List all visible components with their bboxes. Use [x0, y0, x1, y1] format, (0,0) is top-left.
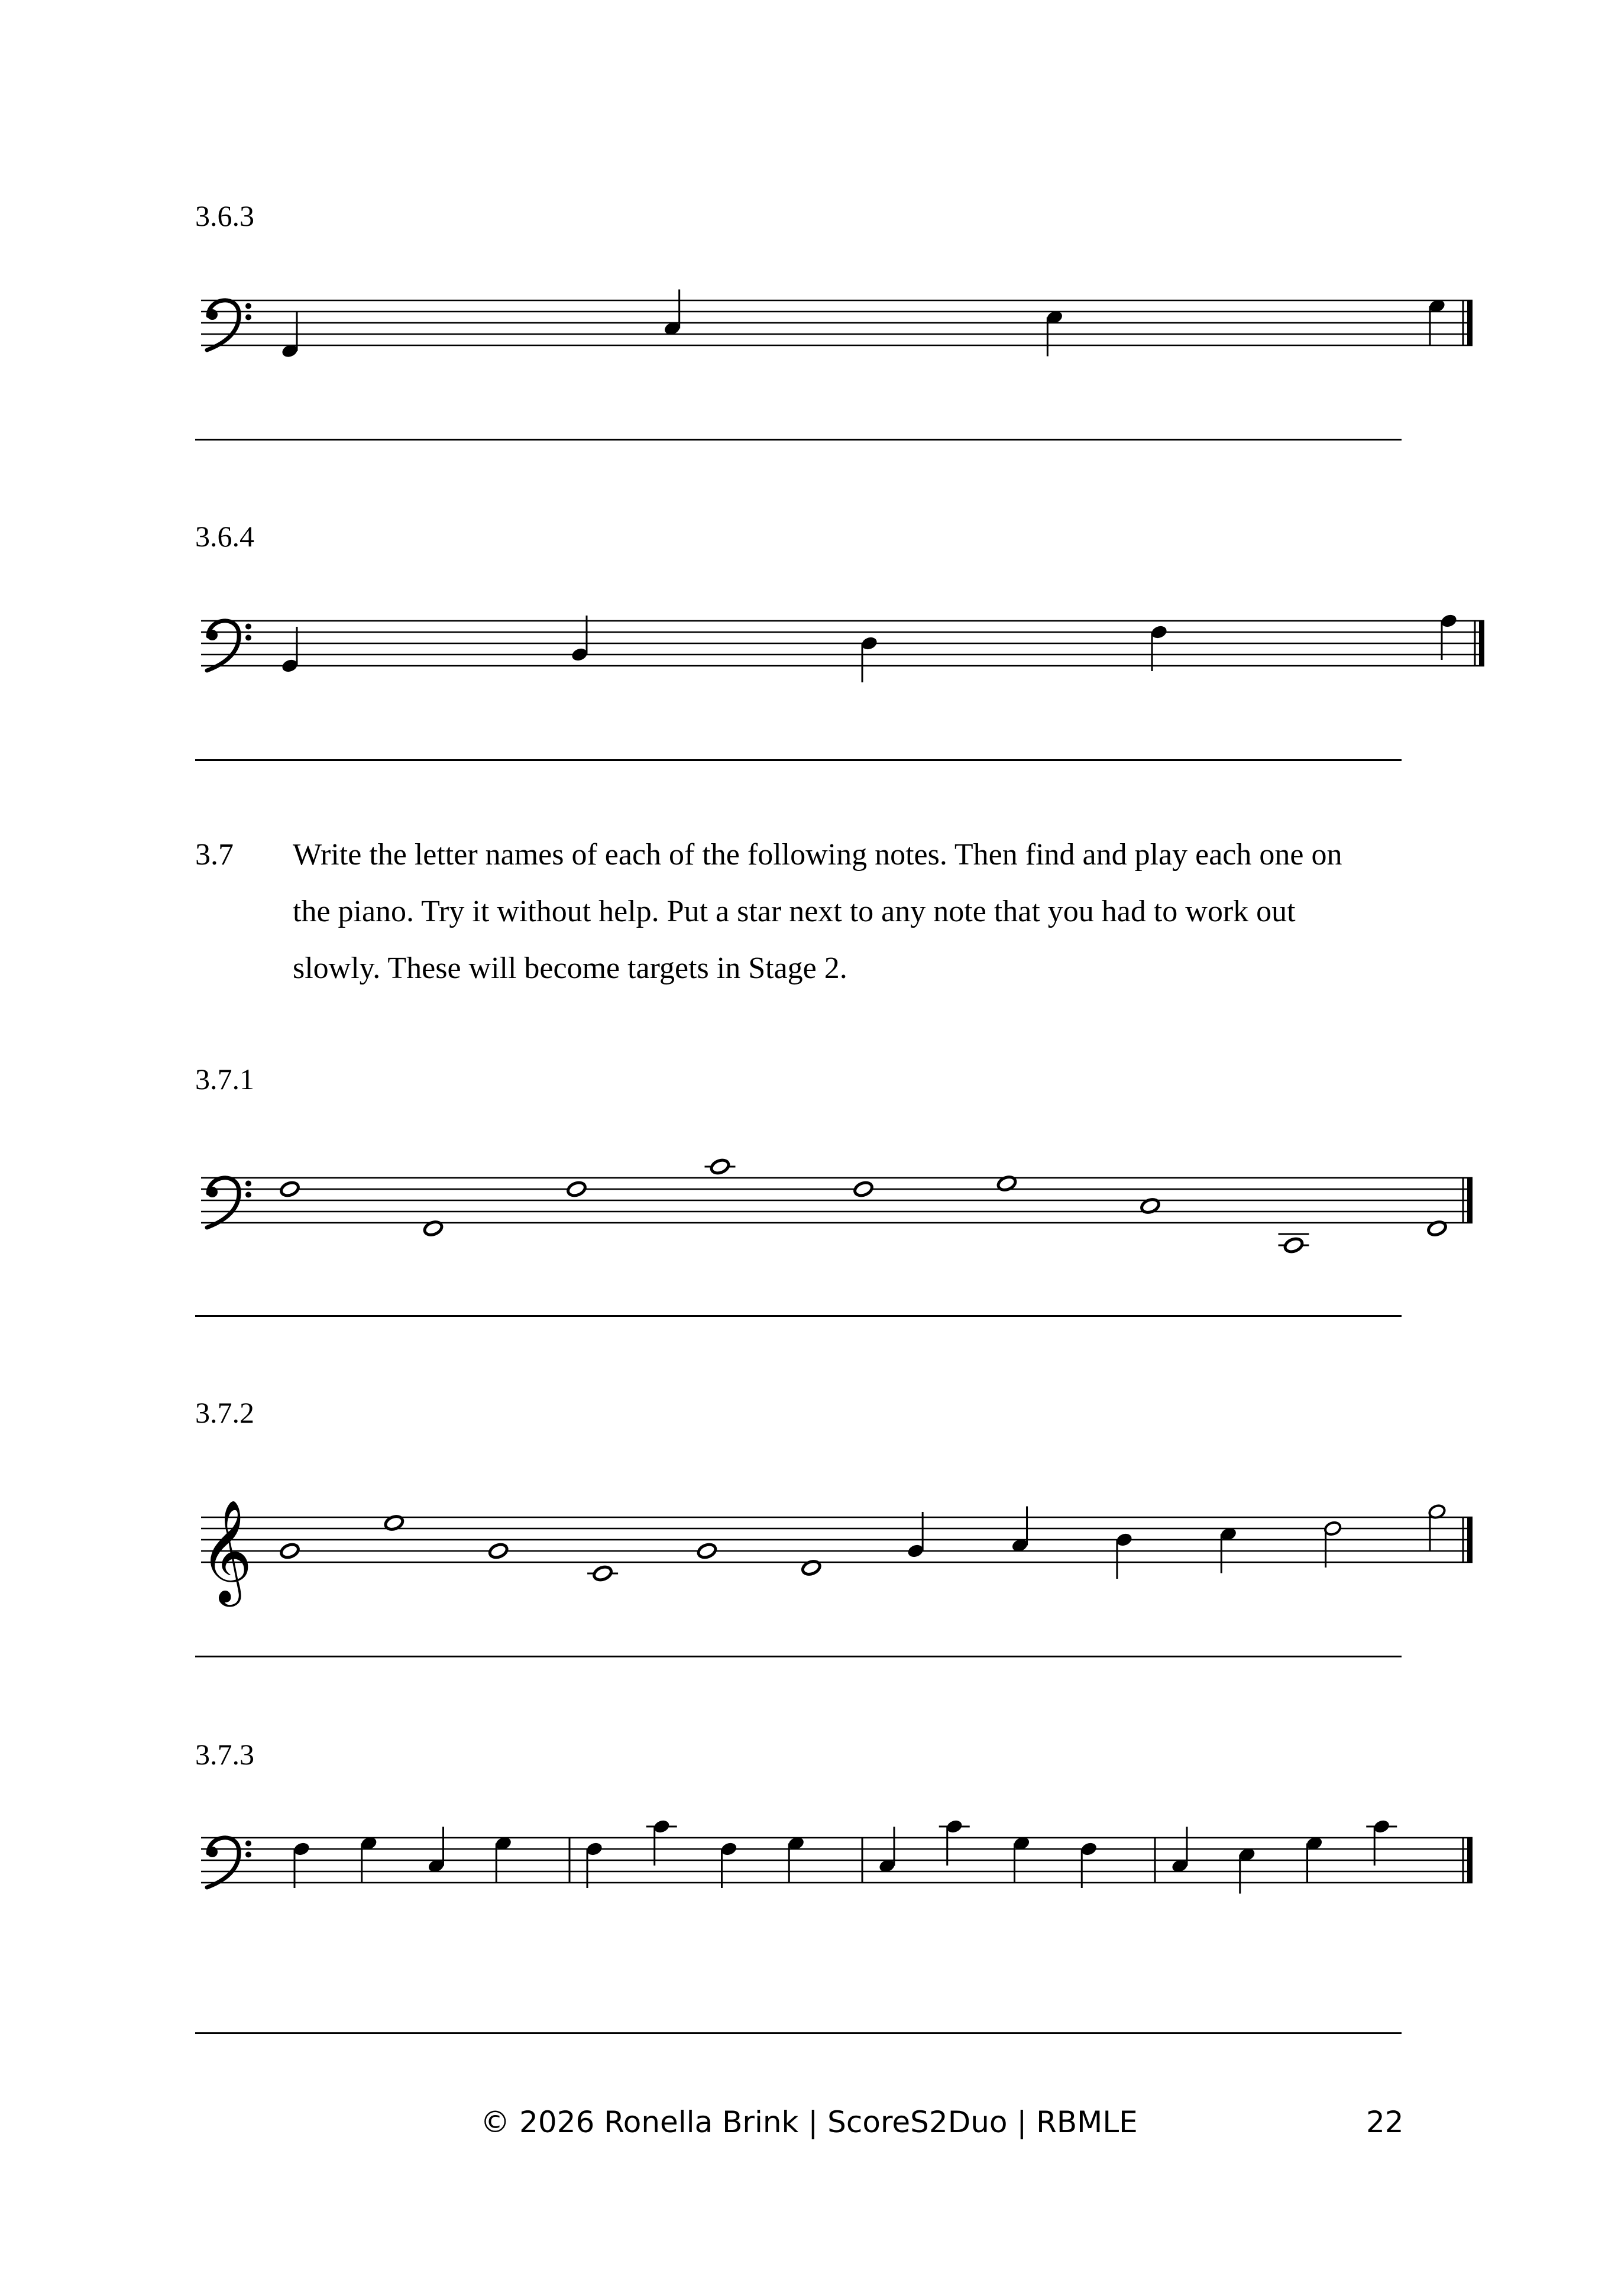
note — [585, 1841, 603, 1888]
answer-line[interactable] — [195, 1656, 1402, 1657]
note — [907, 1512, 925, 1559]
note — [279, 1542, 300, 1560]
note — [1238, 1847, 1256, 1894]
note — [1373, 1818, 1391, 1866]
note — [787, 1835, 805, 1883]
note — [488, 1542, 509, 1560]
note — [1219, 1526, 1238, 1573]
note — [1428, 298, 1446, 345]
note — [1305, 1835, 1323, 1883]
final-barline — [1467, 1517, 1473, 1562]
question-text — [293, 827, 1446, 997]
music-staff — [0, 568, 1618, 721]
note — [592, 1565, 613, 1582]
music-staff — [0, 1786, 1618, 1939]
music-staff — [0, 1460, 1618, 1614]
note — [1283, 1236, 1304, 1254]
note — [1170, 1827, 1189, 1874]
note — [1428, 1504, 1446, 1551]
note — [663, 290, 681, 337]
note — [853, 1180, 873, 1198]
final-barline — [1467, 1838, 1473, 1883]
footer-copyright: © 2026 Ronella Brink | ScoreS2Duo | RBMLE — [480, 2105, 1138, 2139]
bass-clef-icon — [207, 1178, 251, 1228]
note — [1150, 624, 1168, 671]
note — [697, 1542, 717, 1560]
question-line: Write the letter names of each of the following notes. Then find and play each one on — [293, 838, 1342, 872]
note — [360, 1835, 378, 1883]
note — [720, 1841, 738, 1888]
note — [570, 616, 588, 663]
answer-line[interactable] — [195, 759, 1402, 761]
exercise-label: 3.7.1 — [195, 1063, 254, 1096]
note — [292, 1841, 310, 1888]
final-barline — [1467, 300, 1473, 345]
treble-clef-icon: 𝄞 — [200, 1500, 253, 1602]
exercise-label: 3.7.2 — [195, 1396, 254, 1429]
music-staff — [0, 248, 1618, 402]
bass-clef-icon — [207, 300, 251, 350]
exercise-label: 3.6.4 — [195, 520, 254, 553]
answer-line[interactable] — [195, 2032, 1402, 2034]
bass-clef-icon — [207, 1838, 251, 1887]
question-line: the piano. Try it without help. Put a star next to any note that you had to work out — [293, 895, 1296, 928]
note — [710, 1158, 730, 1175]
note — [280, 312, 299, 360]
note — [427, 1827, 445, 1874]
note — [279, 1180, 300, 1198]
exercise-label: 3.7.3 — [195, 1738, 254, 1771]
note — [1046, 309, 1064, 357]
note — [1323, 1520, 1342, 1568]
note — [1012, 1835, 1031, 1883]
note — [860, 635, 878, 682]
final-barline — [1467, 1178, 1473, 1223]
note — [494, 1835, 513, 1883]
bass-clef-icon — [207, 621, 251, 671]
question-line: slowly. These will become targets in Stage 2. — [293, 951, 847, 985]
note — [280, 627, 299, 674]
note — [878, 1827, 896, 1874]
note — [652, 1818, 671, 1866]
music-staff — [0, 1123, 1618, 1277]
page-number: 22 — [1366, 2105, 1404, 2139]
exercise-label: 3.6.3 — [195, 199, 254, 232]
final-barline — [1479, 621, 1484, 666]
answer-line[interactable] — [195, 1315, 1402, 1317]
note — [566, 1180, 587, 1198]
question-number: 3.7 — [195, 838, 234, 872]
note — [1115, 1531, 1133, 1579]
answer-line[interactable] — [195, 439, 1402, 441]
note — [945, 1818, 963, 1866]
note — [1080, 1841, 1098, 1888]
note — [1439, 613, 1458, 660]
note — [1011, 1507, 1029, 1554]
